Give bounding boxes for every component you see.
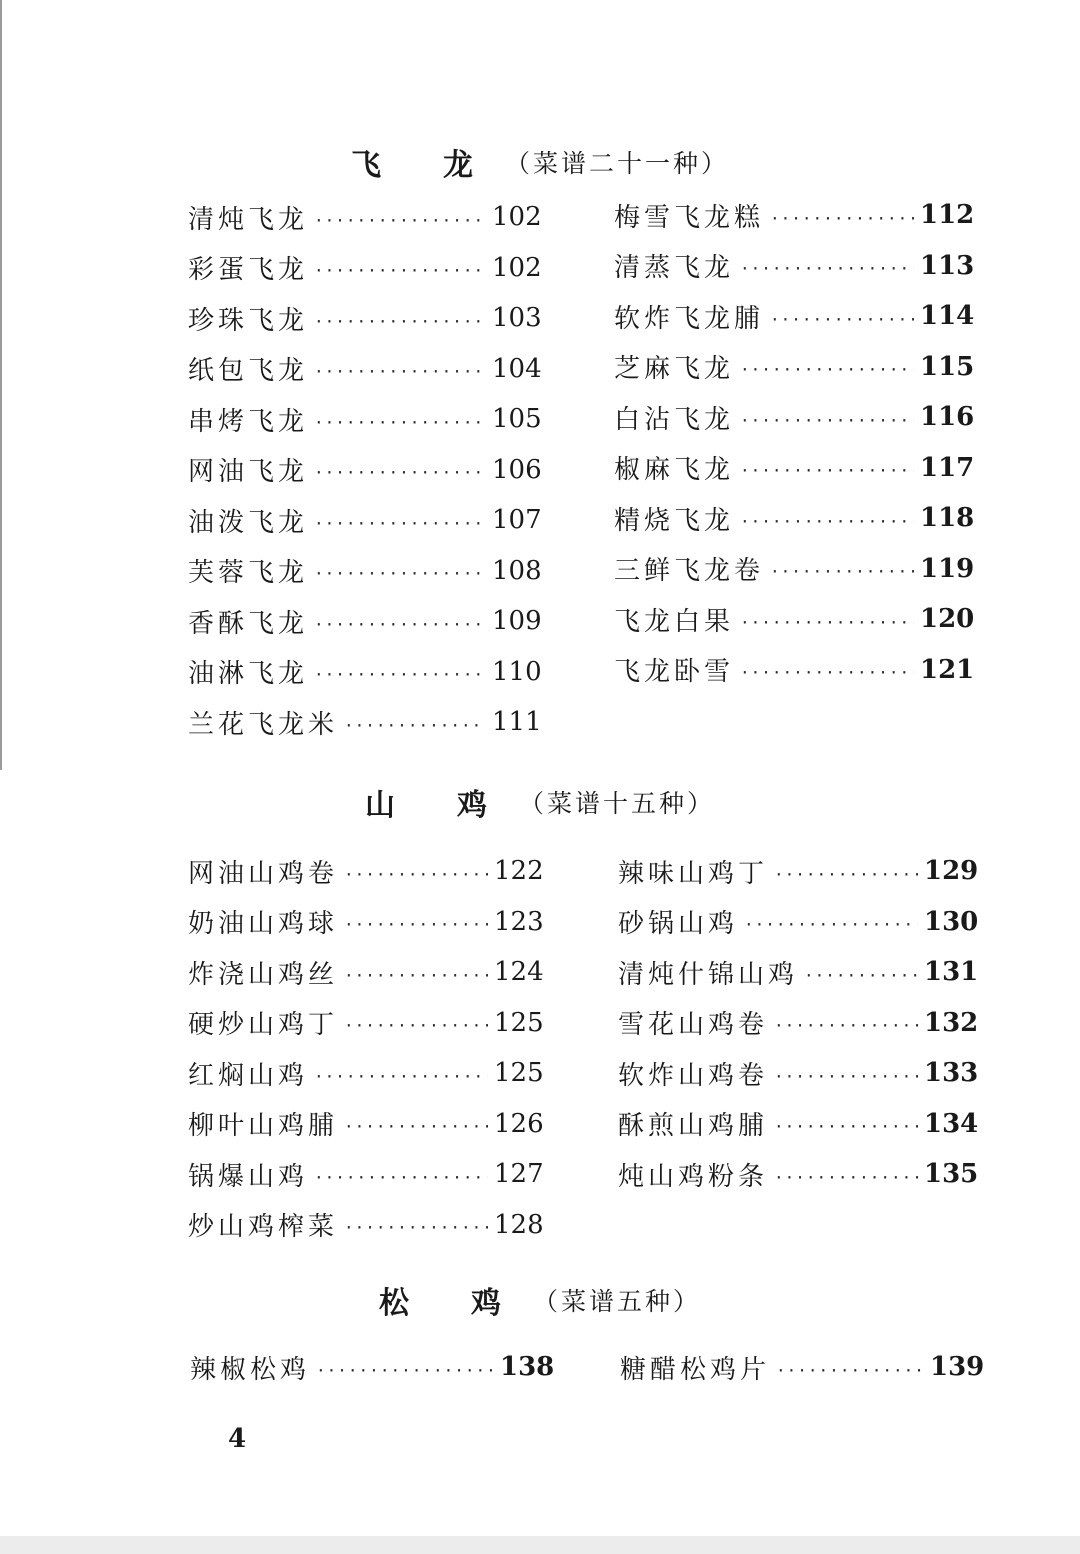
entry-page: 131 <box>924 957 979 988</box>
leader-dots <box>740 253 914 278</box>
entry-page: 135 <box>924 1159 979 1190</box>
bottom-band <box>0 1536 1080 1554</box>
entry-page: 117 <box>920 452 975 483</box>
toc-entry[interactable] <box>188 243 552 294</box>
entry-page: 128 <box>494 1209 544 1240</box>
leader-dots <box>314 609 486 634</box>
leader-dots <box>344 710 486 735</box>
toc-entry[interactable] <box>188 697 552 748</box>
leader-dots <box>314 306 486 331</box>
leader-dots <box>344 1111 488 1136</box>
entry-name: 椒麻飞龙 <box>614 455 735 486</box>
entry-name: 锅爆山鸡 <box>188 1161 309 1192</box>
entry-page: 125 <box>494 1058 544 1089</box>
toc-entry[interactable] <box>188 546 552 597</box>
entry-page: 102 <box>492 202 542 233</box>
leader-dots <box>344 859 488 884</box>
leader-dots <box>314 407 486 432</box>
page-number: 4 <box>228 1424 247 1454</box>
toc-entry[interactable] <box>188 394 552 445</box>
leader-dots <box>314 1061 488 1086</box>
entry-page: 102 <box>492 252 542 283</box>
section-name: 松鸡 <box>378 1286 563 1321</box>
section-shanji-left-column <box>188 846 554 1250</box>
toc-entry[interactable] <box>188 344 552 395</box>
leader-dots <box>314 205 486 230</box>
entry-name: 辣椒松鸡 <box>190 1354 311 1385</box>
entry-page: 116 <box>920 402 975 433</box>
entry-page: 110 <box>492 656 542 687</box>
leader-dots <box>314 255 486 280</box>
toc-entry[interactable] <box>188 947 554 998</box>
toc-entry[interactable] <box>618 846 984 897</box>
leader-dots <box>776 1355 924 1380</box>
leader-dots <box>314 356 486 381</box>
entry-page: 129 <box>924 856 979 887</box>
section-title-feilong <box>0 142 1080 182</box>
section-note: （菜谱二十一种） <box>504 149 729 178</box>
entry-name: 网油山鸡卷 <box>188 858 339 889</box>
entry-page: 127 <box>494 1159 544 1190</box>
entry-page: 113 <box>920 250 975 281</box>
entry-name: 白沾飞龙 <box>614 404 735 435</box>
entry-page: 139 <box>930 1352 985 1383</box>
entry-name: 软炸山鸡卷 <box>618 1060 769 1091</box>
entry-name: 珍珠飞龙 <box>188 305 309 336</box>
leader-dots <box>314 457 486 482</box>
entry-page: 124 <box>494 957 544 988</box>
toc-entry[interactable] <box>618 1149 984 1200</box>
toc-entry[interactable] <box>188 1200 554 1251</box>
leader-dots <box>740 455 914 480</box>
entry-name: 奶油山鸡球 <box>188 909 339 940</box>
toc-entry[interactable] <box>614 594 980 645</box>
leader-dots <box>744 909 918 934</box>
entry-name: 糖醋松鸡片 <box>620 1354 771 1385</box>
leader-dots <box>804 960 918 985</box>
toc-entry[interactable] <box>188 897 554 948</box>
toc-entry[interactable] <box>614 190 980 241</box>
entry-name: 油淋飞龙 <box>188 659 309 690</box>
entry-page: 122 <box>494 856 544 887</box>
entry-page: 111 <box>492 707 542 738</box>
toc-entry[interactable] <box>188 1149 554 1200</box>
entry-page: 112 <box>920 200 975 231</box>
section-note: （菜谱五种） <box>532 1287 701 1316</box>
toc-entry[interactable] <box>188 495 552 546</box>
leader-dots <box>774 1061 918 1086</box>
entry-page: 114 <box>920 301 975 332</box>
entry-name: 香酥飞龙 <box>188 608 309 639</box>
toc-entry[interactable] <box>188 293 552 344</box>
entry-name: 串烤飞龙 <box>188 406 309 437</box>
leader-dots <box>770 203 914 228</box>
entry-page: 133 <box>924 1058 979 1089</box>
entry-page: 132 <box>924 1007 979 1038</box>
section-songji-right-column <box>620 1342 990 1393</box>
entry-name: 软炸飞龙脯 <box>614 303 765 334</box>
entry-page: 130 <box>924 906 979 937</box>
toc-entry[interactable] <box>614 443 980 494</box>
section-title-shanji <box>0 782 1080 822</box>
leader-dots <box>740 657 914 682</box>
entry-name: 梅雪飞龙糕 <box>614 202 765 233</box>
toc-entry[interactable] <box>618 897 984 948</box>
toc-entry[interactable] <box>614 291 980 342</box>
toc-entry[interactable] <box>614 342 980 393</box>
entry-name: 雪花山鸡卷 <box>618 1010 769 1041</box>
leader-dots <box>316 1355 494 1380</box>
leader-dots <box>740 354 914 379</box>
toc-entry[interactable] <box>614 645 980 696</box>
entry-page: 108 <box>492 555 542 586</box>
toc-entry[interactable] <box>188 846 554 897</box>
section-title-songji <box>0 1280 1080 1320</box>
entry-page: 103 <box>492 303 542 334</box>
toc-entry[interactable] <box>188 647 552 698</box>
leader-dots <box>740 405 914 430</box>
entry-page: 119 <box>920 553 975 584</box>
entry-page: 121 <box>920 654 975 685</box>
left-edge-rule <box>0 0 2 770</box>
leader-dots <box>344 960 488 985</box>
entry-page: 107 <box>492 505 542 536</box>
leader-dots <box>774 1010 918 1035</box>
leader-dots <box>314 508 486 533</box>
section-shanji-right-column <box>618 846 984 1200</box>
entry-name: 芙蓉飞龙 <box>188 558 309 589</box>
toc-entry[interactable] <box>618 998 984 1049</box>
entry-page: 123 <box>494 906 544 937</box>
toc-entry[interactable] <box>614 241 980 292</box>
entry-name: 硬炒山鸡丁 <box>188 1010 339 1041</box>
section-name: 山鸡 <box>364 788 549 823</box>
entry-name: 精烧飞龙 <box>614 505 735 536</box>
toc-entry[interactable] <box>188 445 552 496</box>
entry-name: 砂锅山鸡 <box>618 909 739 940</box>
leader-dots <box>770 304 914 329</box>
leader-dots <box>314 659 486 684</box>
section-note: （菜谱十五种） <box>518 789 715 818</box>
leader-dots <box>740 506 914 531</box>
toc-entry[interactable] <box>190 1342 560 1393</box>
leader-dots <box>314 558 486 583</box>
entry-name: 芝麻飞龙 <box>614 354 735 385</box>
section-songji-left-column <box>190 1342 560 1393</box>
entry-page: 118 <box>920 503 975 534</box>
leader-dots <box>344 1212 488 1237</box>
entry-name: 纸包飞龙 <box>188 356 309 387</box>
leader-dots <box>774 859 918 884</box>
entry-name: 飞龙卧雪 <box>614 657 735 688</box>
entry-name: 酥煎山鸡脯 <box>618 1111 769 1142</box>
toc-entry[interactable] <box>614 392 980 443</box>
toc-entry[interactable] <box>188 998 554 1049</box>
entry-name: 清炖什锦山鸡 <box>618 959 799 990</box>
toc-entry[interactable] <box>620 1342 990 1393</box>
entry-page: 138 <box>500 1352 555 1383</box>
leader-dots <box>314 1162 488 1187</box>
toc-entry[interactable] <box>188 596 552 647</box>
entry-page: 109 <box>492 606 542 637</box>
toc-entry[interactable] <box>614 544 980 595</box>
toc-entry[interactable] <box>188 1048 554 1099</box>
leader-dots <box>770 556 914 581</box>
entry-name: 炖山鸡粉条 <box>618 1161 769 1192</box>
section-feilong-right-column <box>614 190 980 695</box>
leader-dots <box>774 1162 918 1187</box>
toc-entry[interactable] <box>618 1099 984 1150</box>
toc-entry[interactable] <box>618 1048 984 1099</box>
entry-page: 134 <box>924 1108 979 1139</box>
toc-entry[interactable] <box>188 1099 554 1150</box>
entry-page: 126 <box>494 1108 544 1139</box>
section-feilong-left-column <box>188 192 552 748</box>
entry-name: 兰花飞龙米 <box>188 709 339 740</box>
entry-name: 三鲜飞龙卷 <box>614 556 765 587</box>
entry-name: 柳叶山鸡脯 <box>188 1111 339 1142</box>
entry-name: 炸浇山鸡丝 <box>188 959 339 990</box>
entry-page: 105 <box>492 404 542 435</box>
entry-name: 红焖山鸡 <box>188 1060 309 1091</box>
entry-name: 炒山鸡榨菜 <box>188 1212 339 1243</box>
entry-page: 120 <box>920 604 975 635</box>
entry-name: 飞龙白果 <box>614 606 735 637</box>
leader-dots <box>344 1010 488 1035</box>
leader-dots <box>740 607 914 632</box>
leader-dots <box>344 909 488 934</box>
section-name: 飞龙 <box>350 148 535 183</box>
leader-dots <box>774 1111 918 1136</box>
entry-page: 115 <box>920 351 975 382</box>
entry-name: 清蒸飞龙 <box>614 253 735 284</box>
toc-entry[interactable] <box>188 192 552 243</box>
entry-name: 彩蛋飞龙 <box>188 255 309 286</box>
entry-name: 油泼飞龙 <box>188 507 309 538</box>
entry-page: 106 <box>492 454 542 485</box>
entry-page: 104 <box>492 353 542 384</box>
entry-name: 网油飞龙 <box>188 457 309 488</box>
entry-page: 125 <box>494 1007 544 1038</box>
entry-name: 清炖飞龙 <box>188 204 309 235</box>
entry-name: 辣味山鸡丁 <box>618 858 769 889</box>
toc-entry[interactable] <box>618 947 984 998</box>
toc-entry[interactable] <box>614 493 980 544</box>
